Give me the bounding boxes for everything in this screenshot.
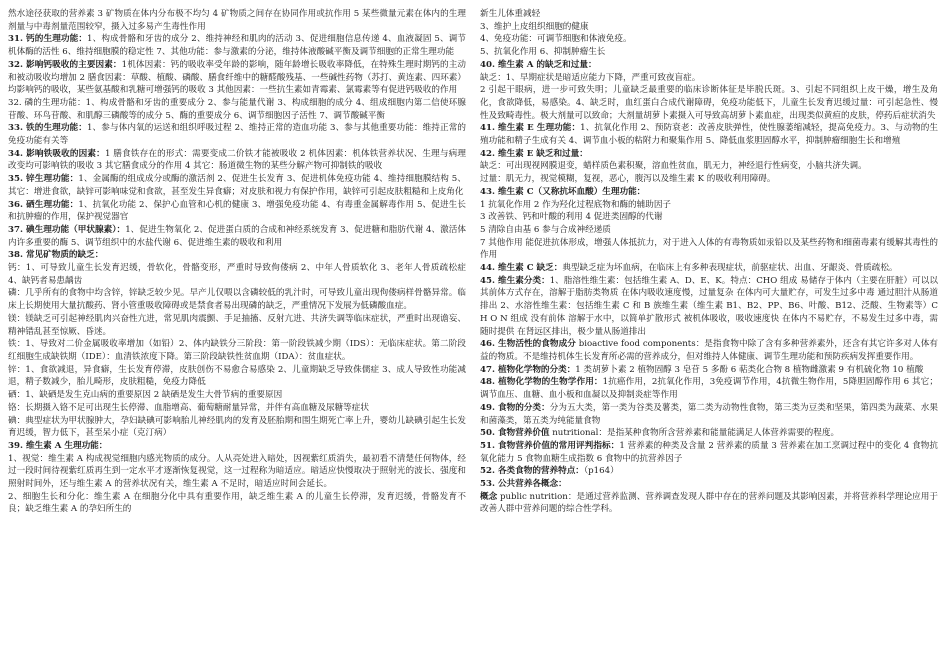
paragraph-heading: 52. 各类食物的营养特点： (480, 466, 584, 477)
paragraph-text: nutritional：是指某种食物所含营养素和能量能满足人体营养需要的程度。 (549, 428, 840, 439)
paragraph-heading: 53. 公共营养各概念： (480, 479, 567, 490)
paragraph (8, 199, 466, 224)
paragraph-heading: 43. 维生素 C（又称抗坏血酸）生理功能： (480, 186, 646, 197)
paragraph-text: 1机体因素：钙的吸收率受年龄的影响，随年龄增长吸收率降低，在特殊生理时期钙的主动和被动吸收均增加 2 膳食因素：草酸、植酸、磷酸、膳食纤维中的糖醛酸残基、一些碱性药物（苏打、黄连素、四环素）均影响钙的吸收，某些氨基酸和乳糖可增强钙的吸收 3 其他因素：一些抗生素如青霉素、氯霉素等有促进钙吸收的作用 (8, 59, 466, 96)
paragraph-text: 1 类胡萝卜素 2 植物固醇 3 皂苷 5 多酚 6 萜类化合物 8 植物雌激素 9 有机硫化物 10 植酸 (575, 364, 924, 375)
paragraph-text: 镁：镁缺乏可引起神经肌肉兴奋性亢进，常见肌肉震颤、手足抽搐、反射亢进、共济失调等临床症状，严重时出现谵妄、精神错乱甚至惊厥、昏迷。 (8, 313, 466, 337)
paragraph-text: bioactive food components：是指食物中除了含有多种营养素外，还含有其它许多对人体有益的物质。不是维持机体生长发育所必需的营养成分，但对维持人体健康、调节生理功能和预防疾病发挥重要作用。 (480, 339, 938, 362)
paragraph (8, 122, 466, 147)
paragraph (8, 173, 466, 198)
paragraph (8, 415, 466, 440)
paragraph (480, 122, 938, 147)
paragraph (480, 160, 938, 173)
paragraph-text: 钙：1、可导致儿童生长发育迟缓，骨软化，骨骼变形，严重时导致佝偻病 2、中年人骨质软化 3、老年人骨质疏松症 4、缺钙者易患龋齿 (8, 263, 466, 286)
paragraph-heading: 32. 影响钙吸收的主要因素： (8, 59, 122, 70)
paragraph-heading: 44. 维生素 C 缺乏： (480, 263, 563, 274)
paragraph-heading: 45. 维生素分类： (480, 275, 550, 286)
paragraph (480, 402, 938, 427)
paragraph (8, 249, 466, 262)
paragraph-text: 过量：肌无力，视觉模糊，复视，恶心，腹泻以及维生素 K 的吸收利用障碍。 (480, 174, 776, 185)
paragraph (8, 440, 466, 453)
paragraph-text: 3 改善铁、钙和叶酸的利用 4 促进类固醇的代谢 (480, 212, 663, 223)
paragraph (480, 262, 938, 275)
paragraph-text: 1、视觉：维生素 A 构成视觉细胞内感光物质的成分。人从亮处进入暗处，因视紫红质消失，最初看不清楚任何物体，经过一段时间待视紫红质再生到一定水平才逐渐恢复视觉，这一过程称为暗适应。暗适应快慢取决于照射光的波长、强度和照射时间外，还与维生素 A 的营养状况有关，维生素 A 不足时，暗适应时间会延长。 (8, 453, 466, 490)
paragraph (8, 97, 466, 122)
paragraph-text: 碘：典型症状为甲状腺肿大，孕妇缺碘可影响胎儿神经肌肉的发育及胚胎期和围生期死亡率上升，婴幼儿缺碘引起生长发育迟缓，智力低下，甚至呆小症（克汀病） (8, 415, 466, 439)
paragraph (480, 21, 938, 34)
paragraph-text: 1 营养素的种类及含量 2 营养素的质量 3 营养素在加工烹调过程中的变化 4 食物抗氧化能力 5 食物血糖生成指数 6 食物中的抗营养因子 (480, 440, 938, 464)
paragraph (480, 173, 938, 186)
paragraph (480, 148, 938, 161)
paragraph-text: 铁：1、导致对二价金属吸收率增加（如铅）2、体内缺铁分三阶段：第一阶段铁减少期（IDS）：无临床症状。第二阶段红细胞生成缺铁期（IDE）：血清铁浓度下降。第三阶段缺铁性贫血期（IDA）：贫血症状。 (8, 339, 466, 362)
paragraph-text: 分为五大类，第一类为谷类及薯类，第二类为动物性食物，第三类为豆类和坚果，第四类为蔬菜、水果和菌藻类，第五类为纯能量食物 (480, 402, 938, 426)
left-column (8, 8, 466, 672)
paragraph-text: 1 抗氧化作用 2 作为羟化过程底物和酶的辅助因子 (480, 199, 672, 210)
paragraph-text: 4、免疫功能：可调节细胞和体液免疫。 (480, 34, 632, 45)
paragraph (8, 364, 466, 389)
paragraph (480, 84, 938, 122)
paragraph-text: （p164） (583, 466, 619, 477)
paragraph-heading: 37. 碘生理功能（甲状腺素）： (8, 224, 126, 235)
paragraph (8, 59, 466, 97)
paragraph (8, 33, 466, 58)
paragraph-heading: 48. 植物化学物的生物学作用： (480, 377, 603, 388)
paragraph-text: 5 清除自由基 6 参与合成神经递质 (480, 224, 611, 235)
paragraph-heading: 41. 维生素 E 生理功能： (480, 123, 581, 134)
paragraph-text: 硒：1、缺硒是发生克山病的重要原因 2 缺硒是发生大骨节病的重要原因 (8, 390, 283, 401)
paragraph (480, 465, 938, 478)
right-column (480, 8, 938, 672)
paragraph (480, 211, 938, 224)
paragraph-text: public nutrition：是通过营养监测、营养调查发现人群中存在的营养问题及其影响因素，并将营养科学理论应用于改善人群中营养问题的综合性学科。 (480, 491, 938, 515)
paragraph (8, 402, 466, 415)
paragraph-text: 然水途径获取的营养素 3 矿物质在体内分布极不均匀 4 矿物质之间存在协同作用或抗作用 5 某些微量元素在体内的生理剂量与中毒剂量范围较窄，摄入过多易产生毒性作用 (8, 9, 466, 32)
paragraph (480, 338, 938, 363)
paragraph-text: 1、抗氧化功能 2、保护心血管和心机的健康 3、增强免疫功能 4、有毒重金属解毒作用 5、促进生长和抗肿瘤的作用，保护视觉器官 (8, 199, 466, 223)
paragraph-heading: 47. 植物化学物的分类： (480, 364, 576, 375)
paragraph-text: 磷：几乎所有的食物中均含锌，锌缺乏较少见。早产儿仅喂以含磷较低的乳汁时，可导致儿童出现佝偻病样骨骼异常。临床上长期使用大量抗酸药、肾小管重吸收障碍或是禁食者易出现磷的缺乏，严重情况下发展为低磷酸血症。 (8, 288, 466, 312)
paragraph (480, 8, 938, 21)
paragraph-text: 5、抗氧化作用 6、抑制肿瘤生长 (480, 47, 606, 58)
paragraph-text: 32. 磷的生理功能：1、构成骨骼和牙齿的重要成分 2、参与能量代谢 3、构成细胞的成分 4、组成细胞内第二信使环腺苷酸、环鸟苷酸、和肌醇三磷酸等的成分 5、酶的重要成分 6、调节细胞因子活性 7、调节酸碱平衡 (8, 97, 466, 121)
paragraph (8, 287, 466, 312)
paragraph-heading: 34. 影响铁吸收的因素： (8, 148, 105, 159)
paragraph-heading: 40. 维生素 A 的缺乏和过量： (480, 59, 597, 70)
paragraph (8, 389, 466, 402)
paragraph-text: 1、脂溶性维生素：包括维生素 A、D、E、K。特点：CHO 组成 易储存于体内（主要在肝脏）可以以其前体方式存在，溶解于脂肪类物质 在体内吸收速度慢，过量复杂 在体内可大量贮存，可发生过多中毒 通过胆汁从肠道排出 2、水溶性维生素：包括维生素 C 和 B 族维生素（维生素 B1、B2、PP、B6、叶酸、B12、泛酸、生物素等）C H O N 组成 没有前体 溶解于水中，以简单扩散形式 被机体吸收，吸收速度快 在体内不易贮存，不易发生过多中毒，需随时提供 在肾远区排出，极少量从肠道排出 (480, 275, 938, 337)
paragraph (8, 262, 466, 287)
paragraph (8, 224, 466, 249)
paragraph (480, 199, 938, 212)
paragraph (480, 427, 938, 440)
paragraph-heading: 51. 食物营养价值的常用评判指标： (480, 440, 620, 451)
paragraph (480, 72, 938, 85)
paragraph-text: 2、细胞生长和分化：维生素 A 在细胞分化中具有重要作用，缺乏维生素 A 的儿童生长停滞，发育迟缓，骨骼发育不良；缺乏维生素 A 的孕妇所生的 (8, 491, 466, 515)
paragraph-heading: 38. 常见矿物质的缺乏： (8, 250, 104, 261)
paragraph-text: 1、抗氧化作用 2、预防衰老：改善皮肤弹性，使性腺萎缩减轻，提高免疫力。3、与动物的生殖功能和精子生成有关 4、调节血小板的粘附力和聚集作用 5、降低血浆胆固醇水平，抑制肿瘤细胞生长和增殖 (480, 123, 938, 147)
paragraph-text: 铬：长期摄入铬不足可出现生长停滞、血脂增高、葡萄糖耐量异常，并伴有高血糖及尿糖等症状 (8, 402, 369, 413)
paragraph (480, 275, 938, 339)
paragraph-heading: 35. 锌生理功能： (8, 174, 79, 185)
paragraph (480, 364, 938, 377)
paragraph-heading: 31. 钙的生理功能： (8, 34, 88, 45)
paragraph (480, 440, 938, 465)
paragraph-heading: 33. 铁的生理功能： (8, 123, 87, 134)
paragraph (8, 313, 466, 338)
paragraph (480, 491, 938, 516)
paragraph (480, 478, 938, 491)
paragraph-text: 缺乏：可出现视网膜退变，蜡样质色素积聚，溶血性贫血，肌无力，神经退行性病变，小脑共济失调。 (480, 161, 867, 172)
paragraph-text: 1 膳食铁存在的形式：需要变成二价铁才能被吸收 2 机体因素：机体铁营养状况、生理与病理改变均可影响铁的吸收 3 其它膳食成分的作用 4 其它：肠道微生物的某些分解产物可抑制铁的吸收 (8, 148, 466, 172)
paragraph-heading: 46. 生物活性的食物成分 (480, 339, 576, 350)
paragraph (480, 59, 938, 72)
paragraph-heading: 42. 维生素 E 缺乏和过量： (480, 148, 588, 159)
paragraph-heading: 50. 食物营养价值 (480, 428, 550, 439)
paragraph (480, 237, 938, 262)
paragraph (480, 186, 938, 199)
paragraph-text: 1、参与体内氧的运送和组织呼吸过程 2、维持正常的造血功能 3、参与其他重要功能：维持正常的免疫功能有关等 (8, 123, 466, 147)
paragraph-text: 1、促进生物氧化 2、促进蛋白质的合成和神经系统发育 3、促进糖和脂肪代谢 4、激活体内许多重要的酶 5、调节组织中的水盐代谢 6、促进维生素的吸收和利用 (8, 224, 466, 248)
paragraph-text: 新生儿体重减轻 (480, 9, 541, 19)
paragraph-text: 1、构成骨骼和牙齿的成分 2、维持神经和肌肉的活动 3、促进细胞信息传递 4、血液凝固 5、调节机体酶的活性 6、维持细胞膜的稳定性 7、其他功能：参与激素的分泌，维持体液酸碱平衡及调节细胞的正常生理功能 (8, 34, 466, 58)
paragraph (8, 8, 466, 33)
paragraph-text: 缺乏：1、早期症状是暗适应能力下降，严重可致夜盲症。 (480, 72, 701, 83)
paragraph (480, 224, 938, 237)
paragraph-text: 3、维护上皮组织细胞的健康 (480, 21, 589, 32)
paragraph-text: 7 其他作用 能促进抗体形成，增强人体抵抗力，对于进入人体的有毒物质如汞铅以及某些药物和细菌毒素有缓解其毒性的作用 (480, 237, 938, 261)
paragraph (480, 46, 938, 59)
paragraph (8, 491, 466, 516)
paragraph (480, 33, 938, 46)
paragraph-heading: 36. 硒生理功能： (8, 199, 79, 210)
paragraph-heading: 49. 食物的分类： (480, 402, 550, 413)
paragraph-text: 1抗癌作用，2抗氧化作用，3免疫调节作用，4抗微生物作用，5降胆固醇作用 6 其它；调节血压、血糖、血小板和血凝以及抑制炎症等作用 (480, 377, 938, 401)
paragraph-text: 锌：1、食欲减退，异食癖，生长发育停滞，皮肤创伤不易愈合易感染 2、儿童期缺乏导致侏儒症 3、成人导致性功能减退，精子数减少，胎儿畸形，皮肤粗糙，免疫力降低 (8, 364, 466, 388)
paragraph-text: 2 引起干眼病，进一步可致失明；儿童缺乏最重要的临床诊断体征是毕脱氏斑。3、引起不同组织上皮干燥，增生及角化，食欲降低，易感染。4、缺乏时，血红蛋白合成代谢障碍，免疫功能低下，儿童生长发育迟缓过量：可引起急性、慢性及致畸毒性。极大剂量可以致命；大剂量胡萝卜素摄入可导致高胡萝卜素血症，出现类似黄疸的皮肤，停药后症状消失 (480, 85, 938, 121)
paragraph (8, 148, 466, 173)
paragraph-heading: 39. 维生素 A 生理功能： (8, 440, 108, 451)
paragraph (8, 338, 466, 363)
paragraph (480, 376, 938, 401)
paragraph-text: 1、金属酶的组成成分或酶的激活剂 2、促进生长发育 3、促进机体免疫功能 4、维持细胞膜结构 5、其它：增进食欲，缺锌可影响味觉和食欲，甚至发生异食癖；对皮肤和视力有保护作用，缺锌可引起皮肤粗糙和上皮角化 (8, 174, 466, 197)
paragraph (8, 453, 466, 491)
paragraph-heading: 概念 (480, 491, 498, 502)
paragraph-text: 典型缺乏症为坏血病，在临床上有多种表现症状，前驱症状、出血、牙龈炎、骨质疏松。 (562, 263, 898, 274)
